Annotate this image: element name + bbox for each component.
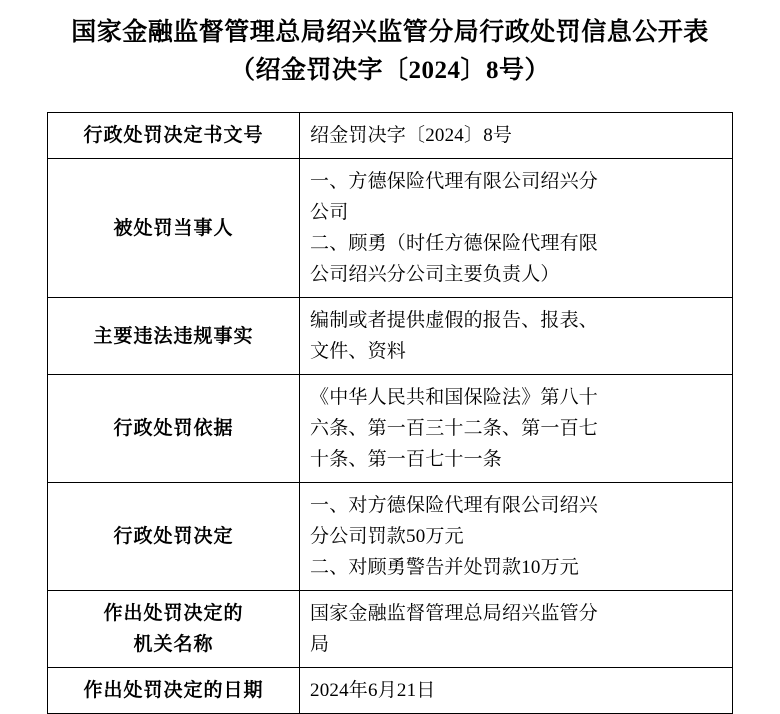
label-line: 行政处罚决定 (113, 526, 234, 547)
page-title-line-2: （绍金罚决字〔2024〕8号） (229, 57, 550, 84)
value-line: 六条、第一百三十二条、第一百七 (310, 418, 599, 439)
row-label-violation-facts (48, 298, 300, 375)
table-row (48, 591, 733, 668)
table-row (48, 159, 733, 298)
row-label-decision-number (48, 113, 300, 159)
value-line: 一、方德保险代理有限公司绍兴分 (310, 171, 599, 192)
row-value-penalty-decision (300, 483, 733, 591)
label-line: 主要违法违规事实 (93, 325, 254, 347)
table-row (48, 375, 733, 483)
value-line: 二、顾勇（时任方德保险代理有限 (310, 233, 599, 254)
value-line: 2024年6月21日 (310, 680, 436, 701)
row-label-penalized-parties (48, 159, 300, 298)
table-row (48, 483, 733, 591)
value-line: 编制或者提供虚假的报告、报表、 (310, 310, 599, 331)
page-title (0, 0, 780, 90)
label-line: 作出处罚决定的 (103, 603, 244, 624)
label-line: 机关名称 (133, 634, 214, 655)
row-value-violation-facts (300, 298, 733, 375)
value-line: 二、对顾勇警告并处罚款10万元 (310, 557, 580, 578)
row-value-decision-number (300, 113, 733, 159)
label-line: 被处罚当事人 (113, 217, 234, 239)
value-line: 公司 (310, 202, 349, 223)
value-line: 十条、第一百七十一条 (310, 449, 503, 470)
value-line: 《中华人民共和国保险法》第八十 (310, 387, 599, 408)
table-row (48, 668, 733, 714)
penalty-table-body (48, 113, 733, 714)
row-label-legal-basis (48, 375, 300, 483)
table-row (48, 113, 733, 159)
value-line: 一、对方德保险代理有限公司绍兴 (310, 495, 599, 516)
table-row (48, 298, 733, 375)
row-value-penalized-parties (300, 159, 733, 298)
row-value-legal-basis (300, 375, 733, 483)
label-line: 行政处罚依据 (113, 418, 234, 439)
row-label-issuing-authority (48, 591, 300, 668)
value-line: 文件、资料 (310, 341, 407, 362)
penalty-info-table (47, 112, 733, 714)
row-value-issuing-authority (300, 591, 733, 668)
label-line: 行政处罚决定书文号 (83, 125, 264, 146)
value-line: 国家金融监督管理总局绍兴监管分 (310, 603, 599, 624)
row-label-decision-date (48, 668, 300, 714)
label-line: 作出处罚决定的日期 (83, 680, 264, 701)
value-line: 分公司罚款50万元 (310, 526, 464, 547)
value-line: 绍金罚决字〔2024〕8号 (310, 125, 513, 146)
value-line: 公司绍兴分公司主要负责人） (310, 264, 560, 285)
value-line: 局 (310, 634, 330, 655)
page-title-line-1: 国家金融监督管理总局绍兴监管分局行政处罚信息公开表 (71, 19, 709, 46)
row-label-penalty-decision (48, 483, 300, 591)
row-value-decision-date (300, 668, 733, 714)
